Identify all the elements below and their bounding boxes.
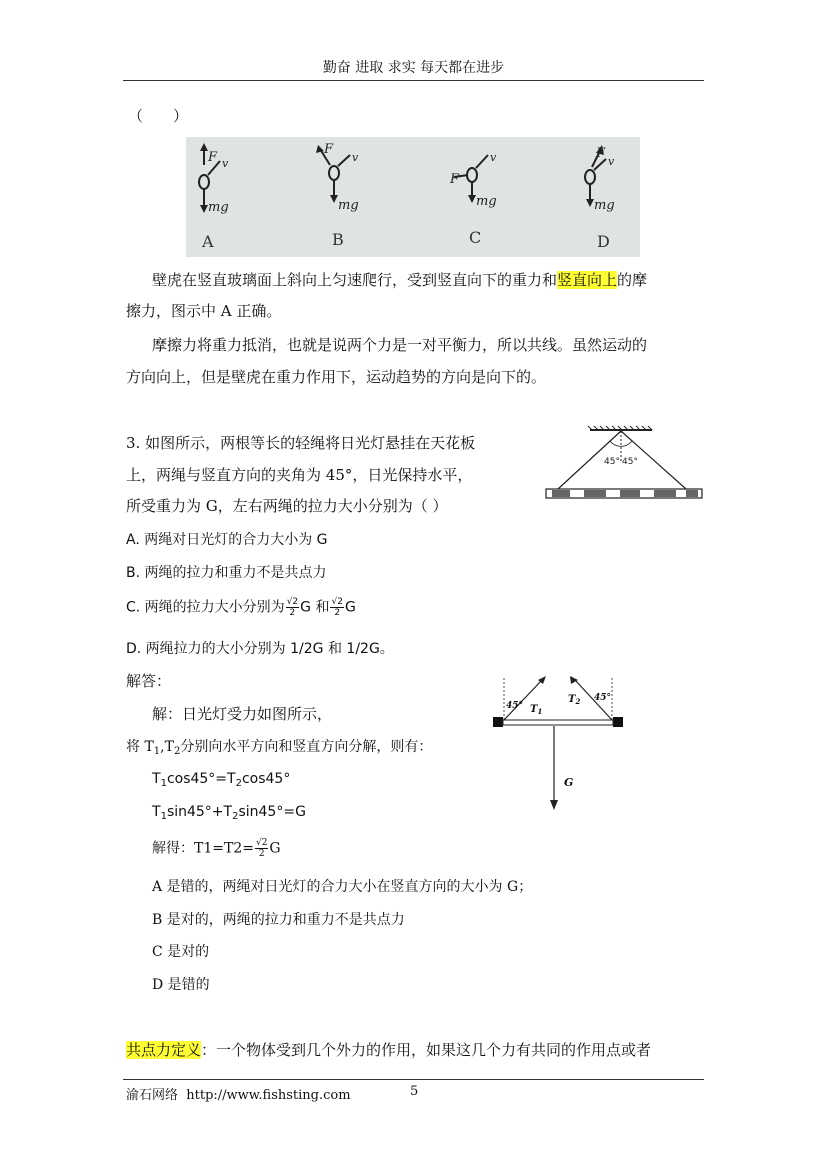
gecko-paragraph-1-line-1 xyxy=(152,270,647,290)
fraction-sqrt2-over-2 xyxy=(255,838,268,859)
lamp-angle-left: 45° xyxy=(604,457,620,467)
definition-line xyxy=(126,1040,651,1060)
label-f-a: F xyxy=(208,150,218,165)
label-v-c: v xyxy=(490,151,497,164)
fraction-sqrt2-over-2 xyxy=(330,597,343,618)
force-label-t1: $T_1$ xyxy=(530,704,543,716)
label-v-a: v xyxy=(222,157,229,170)
fraction-numerator: √2 xyxy=(255,838,268,848)
subscript-2: 2 xyxy=(235,778,242,789)
footer-page-number: 5 xyxy=(410,1084,419,1099)
fraction-denominator: 2 xyxy=(334,608,341,618)
q3-stem-line-2: 上，两绳与竖直方向的夹角为 45°，日光保持水平， xyxy=(126,466,473,484)
judgement-c: C 是对的 xyxy=(152,944,210,960)
label-v-b: v xyxy=(352,151,359,164)
lamp-hanging-figure xyxy=(540,422,710,504)
label-mg-b: mg xyxy=(338,198,359,213)
subscript-2: 2 xyxy=(173,746,181,757)
label-mg-a: mg xyxy=(208,200,229,215)
eq2-mid: sin45°+T xyxy=(166,804,233,820)
gecko-paragraph-1-line-2: 擦力，图示中 A 正确。 xyxy=(126,302,282,320)
decompose-prefix: 将 T xyxy=(126,739,154,755)
footer-site: 渝石网络 http://www.fishsting.com xyxy=(126,1088,351,1103)
definition-term-highlight: 共点力定义 xyxy=(126,1041,202,1059)
force-label-t2: $T_2$ xyxy=(568,694,581,706)
photo-label-c: C xyxy=(469,228,482,247)
subscript-1: 1 xyxy=(160,811,167,822)
answer-label: 解答： xyxy=(126,672,172,690)
force-angle-left: 45° xyxy=(506,701,524,711)
judgement-a: A 是错的，两绳对日光灯的合力大小在竖直方向的大小为 G； xyxy=(152,879,533,895)
photo-label-d: D xyxy=(597,232,610,251)
eq2-end: sin45°=G xyxy=(238,804,306,820)
gecko-paragraph-2-line-1: 摩擦力将重力抵消，也就是说两个力是一对平衡力，所以共线。虽然运动的 xyxy=(152,336,648,354)
q3-option-c-prefix: C. 两绳的拉力大小分别为 xyxy=(126,599,285,616)
label-f-c: F xyxy=(450,172,460,187)
gecko-text: 壁虎在竖直玻璃面上斜向上匀速爬行，受到竖直向下的重力和 xyxy=(152,271,558,289)
footer-rule xyxy=(123,1079,704,1080)
fraction-denominator: 2 xyxy=(258,849,265,859)
definition-text: ：一个物体受到几个外力的作用，如果这几个力有共同的作用点或者 xyxy=(201,1041,652,1059)
q3-stem-line-1: 3. 如图所示，两根等长的轻绳将日光灯悬挂在天花板 xyxy=(126,434,476,452)
header-rule xyxy=(123,80,704,81)
eq1-mid: cos45°=T xyxy=(166,771,236,787)
lamp-force-diagram xyxy=(490,672,630,812)
q3-option-a: A. 两绳对日光灯的合力大小为 G xyxy=(126,532,328,548)
solution-suffix: G xyxy=(269,840,281,857)
q3-stem-line-3: 所受重力为 G，左右两绳的拉力大小分别为（ ） xyxy=(126,497,448,515)
lamp-angle-right: 45° xyxy=(622,457,638,467)
force-angle-right: 45° xyxy=(594,693,612,703)
force-label-g: G xyxy=(564,776,574,789)
label-f-b: F xyxy=(324,142,334,157)
label-v-d: v xyxy=(608,155,615,168)
equation-vertical xyxy=(152,802,306,822)
judgement-d: D 是错的 xyxy=(152,977,210,993)
photo-label-a: A xyxy=(202,232,214,251)
solution-prefix: 解得：T1=T2= xyxy=(152,840,254,857)
subscript-2: 2 xyxy=(232,811,239,822)
label-f-d: F xyxy=(596,146,606,161)
answer-decompose xyxy=(126,737,432,757)
q3-option-b: B. 两绳的拉力和重力不是共点力 xyxy=(126,565,327,581)
gecko-force-diagrams xyxy=(186,137,640,257)
fraction-numerator: √2 xyxy=(331,597,343,607)
q3-option-c-mid: G 和 xyxy=(300,599,330,616)
q3-option-c xyxy=(126,597,356,618)
header-motto: 勤奋 进取 求实 每天都在进步 xyxy=(322,60,505,76)
q3-option-d: D. 两绳拉力的大小分别为 1/2G 和 1/2G。 xyxy=(126,641,394,657)
equation-solution xyxy=(152,838,281,859)
highlight-vertical-up: 竖直向上 xyxy=(557,271,618,289)
eq1-t: T xyxy=(152,771,161,787)
subscript-1: 1 xyxy=(153,746,161,757)
label-mg-c: mg xyxy=(476,194,497,209)
fraction-numerator: √2 xyxy=(286,597,299,607)
eq2-t: T xyxy=(152,804,161,820)
decompose-t2: ,T xyxy=(160,739,174,755)
gecko-paragraph-2-line-2: 方向向上，但是壁虎在重力作用下，运动趋势的方向是向下的。 xyxy=(126,368,547,386)
answer-intro: 解：日光灯受力如图所示， xyxy=(152,705,333,723)
label-mg-d: mg xyxy=(594,198,615,213)
fraction-denominator: 2 xyxy=(289,608,296,618)
q3-option-c-suffix: G xyxy=(344,599,356,616)
equation-horizontal xyxy=(152,769,290,789)
eq1-end: cos45° xyxy=(241,771,291,787)
photo-label-b: B xyxy=(332,230,344,249)
judgement-b: B 是对的，两绳的拉力和重力不是共点力 xyxy=(152,912,405,928)
fraction-sqrt2-over-2 xyxy=(286,597,299,618)
decompose-rest: 分别向水平方向和竖直方向分解，则有： xyxy=(180,739,433,755)
gecko-force-photo xyxy=(186,137,640,257)
answer-paren: （ ） xyxy=(128,107,189,125)
subscript-1: 1 xyxy=(160,778,167,789)
gecko-text-end: 的摩 xyxy=(617,271,648,289)
